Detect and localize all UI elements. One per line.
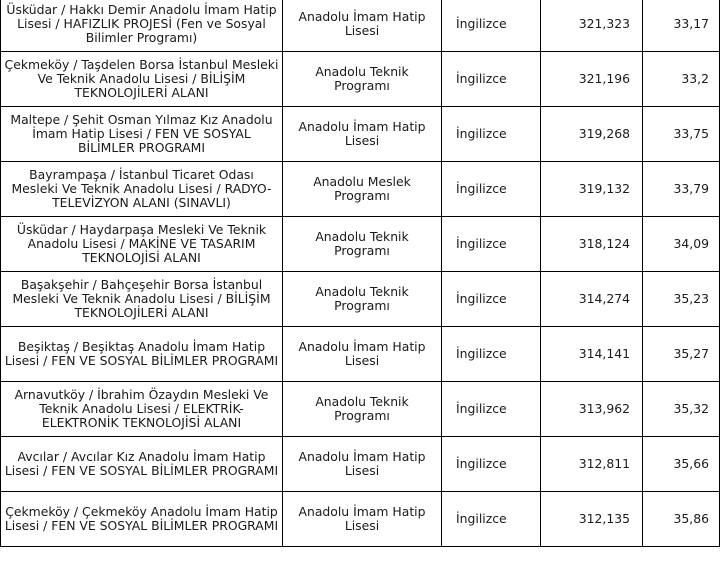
school-name-cell: Çekmeköy / Taşdelen Borsa İstanbul Mesleki Ve Teknik Anadolu Lisesi / BİLİŞİM TEKNOLOJİLERİ ALANI xyxy=(1,52,283,107)
score-cell: 321,196 xyxy=(541,52,643,107)
percentile-cell: 33,79 xyxy=(643,162,720,217)
language-cell: İngilizce xyxy=(442,52,541,107)
table-row xyxy=(1,52,720,107)
school-name-cell: Bayrampaşa / İstanbul Ticaret Odası Mesleki Ve Teknik Anadolu Lisesi / RADYO-TELEVİZYON ALANI (SINAVLI) xyxy=(1,162,283,217)
program-type-cell: Anadolu Teknik Programı xyxy=(283,382,442,437)
score-cell: 314,274 xyxy=(541,272,643,327)
percentile-cell: 34,09 xyxy=(643,217,720,272)
language-cell: İngilizce xyxy=(442,217,541,272)
percentile-cell: 33,17 xyxy=(643,0,720,52)
table-row xyxy=(1,107,720,162)
program-type-cell: Anadolu Meslek Programı xyxy=(283,162,442,217)
school-name-cell: Avcılar / Avcılar Kız Anadolu İmam Hatip Lisesi / FEN VE SOSYAL BİLİMLER PROGRAMI xyxy=(1,437,283,492)
percentile-cell: 33,75 xyxy=(643,107,720,162)
percentile-cell: 33,2 xyxy=(643,52,720,107)
school-name-cell: Üsküdar / Hakkı Demir Anadolu İmam Hatip Lisesi / HAFIZLIK PROJESİ (Fen ve Sosyal Bilimler Programı) xyxy=(1,0,283,52)
program-type-cell: Anadolu İmam Hatip Lisesi xyxy=(283,107,442,162)
program-type-cell: Anadolu Teknik Programı xyxy=(283,272,442,327)
program-type-cell: Anadolu İmam Hatip Lisesi xyxy=(283,492,442,547)
program-type-cell: Anadolu İmam Hatip Lisesi xyxy=(283,437,442,492)
language-cell: İngilizce xyxy=(442,382,541,437)
school-name-cell: Çekmeköy / Çekmeköy Anadolu İmam Hatip Lisesi / FEN VE SOSYAL BİLİMLER PROGRAMI xyxy=(1,492,283,547)
percentile-cell: 35,23 xyxy=(643,272,720,327)
program-type-cell: Anadolu Teknik Programı xyxy=(283,52,442,107)
score-cell: 318,124 xyxy=(541,217,643,272)
percentile-cell: 35,66 xyxy=(643,437,720,492)
score-cell: 313,962 xyxy=(541,382,643,437)
program-type-cell: Anadolu İmam Hatip Lisesi xyxy=(283,0,442,52)
language-cell: İngilizce xyxy=(442,107,541,162)
language-cell: İngilizce xyxy=(442,0,541,52)
score-cell: 321,323 xyxy=(541,0,643,52)
score-cell: 312,135 xyxy=(541,492,643,547)
table-row xyxy=(1,217,720,272)
table-row xyxy=(1,327,720,382)
school-name-cell: Arnavutköy / İbrahim Özaydın Mesleki Ve Teknik Anadolu Lisesi / ELEKTRİK-ELEKTRONİK TEKNOLOJİSİ ALANI xyxy=(1,382,283,437)
percentile-cell: 35,86 xyxy=(643,492,720,547)
language-cell: İngilizce xyxy=(442,492,541,547)
school-name-cell: Maltepe / Şehit Osman Yılmaz Kız Anadolu İmam Hatip Lisesi / FEN VE SOSYAL BİLİMLER PROGRAMI xyxy=(1,107,283,162)
table-row xyxy=(1,272,720,327)
language-cell: İngilizce xyxy=(442,162,541,217)
percentile-cell: 35,27 xyxy=(643,327,720,382)
program-type-cell: Anadolu İmam Hatip Lisesi xyxy=(283,327,442,382)
school-name-cell: Başakşehir / Bahçeşehir Borsa İstanbul Mesleki Ve Teknik Anadolu Lisesi / BİLİŞİM TEKNOLOJİLERİ ALANI xyxy=(1,272,283,327)
table-row xyxy=(1,437,720,492)
score-cell: 319,268 xyxy=(541,107,643,162)
score-cell: 319,132 xyxy=(541,162,643,217)
language-cell: İngilizce xyxy=(442,327,541,382)
language-cell: İngilizce xyxy=(442,272,541,327)
school-name-cell: Üsküdar / Haydarpaşa Mesleki Ve Teknik Anadolu Lisesi / MAKİNE VE TASARIM TEKNOLOJİSİ ALANI xyxy=(1,217,283,272)
table-body xyxy=(1,0,720,547)
score-cell: 312,811 xyxy=(541,437,643,492)
table-row xyxy=(1,492,720,547)
table-row xyxy=(1,382,720,437)
program-type-cell: Anadolu Teknik Programı xyxy=(283,217,442,272)
language-cell: İngilizce xyxy=(442,437,541,492)
table-row xyxy=(1,162,720,217)
score-cell: 314,141 xyxy=(541,327,643,382)
school-name-cell: Beşiktaş / Beşiktaş Anadolu İmam Hatip Lisesi / FEN VE SOSYAL BİLİMLER PROGRAMI xyxy=(1,327,283,382)
percentile-cell: 35,32 xyxy=(643,382,720,437)
table-row xyxy=(1,0,720,52)
